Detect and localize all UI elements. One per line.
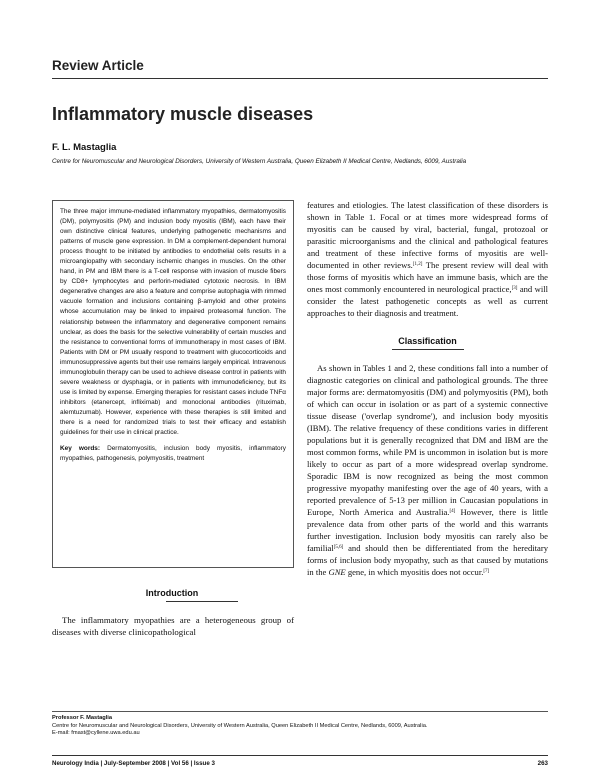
body-paragraph-1: features and etiologies. The latest classification of these disorders is shown in Table 1. Focal or at times more widespread forms of myositis can be caused by viral, bacterial, fungal, protozoal or parasitic microorganisms and the clinical and pathological features and treatment of these infective forms of myositis are well-documented in other reviews.[1,2] The present review will deal with those forms of myositis which have an immune basis, which are the ones most commonly encountered in neurological practice,[3] and will consider the latest pathogenetic concepts as well as current approaches to their diagnosis and treatment. xyxy=(307,200,548,318)
journal-citation: Neurology India | July-September 2008 | Vol 56 | Issue 3 xyxy=(52,760,215,767)
correspondence-rule xyxy=(52,711,548,712)
citation[interactable]: [7] xyxy=(483,568,490,574)
abstract-box xyxy=(52,200,294,568)
gene-name: GNE xyxy=(328,566,346,577)
keywords xyxy=(60,444,286,464)
article-title: Inflammatory muscle diseases xyxy=(52,104,314,124)
right-column xyxy=(307,200,548,579)
author-name: F. L. Mastaglia xyxy=(52,142,117,153)
body-paragraph-2: As shown in Tables 1 and 2, these conditions fall into a number of diagnostic categories on clinical and pathological grounds. The three major forms are: dermatomyositis (DM) and polymyositis (PM), both of which can occur in isolation or as part of a systemic connective tissue disease ('overlap syndrome'), and inclusion body myositis (IBM). The relative frequency of these conditions varies in different populations but it is generally recognized that DM and IBM are the most common forms, while PM is uncommon in isolation but is more likely to occur as part of a more widespread overlap syndrome. Sporadic IBM is now recognized as being the most common progressive myopathy manifesting over the age of 40 years, with a reported prevalence of 5-13 per million in Caucasian populations in Europe, North America and Australia.[4] However, there is little prevalence data from other parts of the world and this warrants further investigation. Inclusion body myositis can rarely also be familial[5,6] and should then be differentiated from the hereditary forms of inclusion body myopathy, such as that caused by mutations in the GNE gene, in which myositis does not occur.[7] xyxy=(307,363,548,577)
introduction-heading: Introduction xyxy=(145,588,199,598)
section-label: Review Article xyxy=(52,58,144,73)
introduction-heading-rule xyxy=(166,601,238,602)
keywords-list: Dermatomyositis, inclusion body myositis, inflammatory myopathies, pathogenesis, polymyositis, treatment xyxy=(60,445,286,463)
author-affiliation: Centre for Neuromuscular and Neurological Disorders, University of Western Australia, Queen Elizabeth II Medical Centre, Nedlands, 6009, Australia xyxy=(52,158,467,165)
correspondence-email[interactable]: E-mail: fmast@cyllene.uwa.edu.au xyxy=(52,730,140,737)
citation[interactable]: [1,2] xyxy=(412,261,423,267)
citation[interactable]: [3] xyxy=(511,285,518,291)
classification-heading: Classification xyxy=(398,335,457,346)
page-number: 263 xyxy=(537,760,548,767)
keywords-label: Key words: xyxy=(60,445,100,453)
correspondence-name: Professor F. Mastaglia xyxy=(52,715,113,721)
header-rule xyxy=(52,78,548,79)
abstract-text: The three major immune-mediated inflammatory myopathies, dermatomyositis (DM), polymyositis (PM) and inclusion body myositis (IBM), each have their own distinctive clinical features, underlying pathogenetic mechanisms and patterns of muscle gene expression. In DM a complement-dependent humoral process thought to be initiated by antibodies to endothelial cells results in a microangiopathy with secondary ischemic changes in muscles. On the other hand, in PM and IBM there is a T-cell response with invasion of muscle fibers by CD8+ lymphocytes and perforin-mediated cytotoxic necrosis. In IBM degenerative changes are also a feature and comprise autophagia with rimmed vacuole formation and inclusions containing β-amyloid and other proteins whose accumulation may be linked to impaired proteasomal function. The relationship between the inflammatory and degenerative component remains unclear, as does the basis for the selective vulnerability of certain muscles and the resistance to conventional forms of immunotherapy in most cases of IBM. Patients with DM or PM usually respond to treatment with glucocorticoids and immunosuppressive agents but their use remains largely empirical. Intravenous immunoglobulin therapy can be used to achieve disease control in patients with severe weakness or dysphagia, or in patients with immunodeficiency, but its use is limited by expense. Emerging therapies for resistant cases include TNFα inhibitors (etanercept, infliximab) and monoclonal antibodies (rituximab, alemtuzumab). However, experience with these therapies is still limited and there is a need for randomized trials to test their efficacy and establish guidelines for their use in clinical practice. xyxy=(60,208,286,437)
citation[interactable]: [5,6] xyxy=(333,544,344,550)
classification-heading-rule xyxy=(392,349,464,350)
correspondence-address: Centre for Neuromuscular and Neurological Disorders, University of Western Australia, Queen Elizabeth II Medical Centre, Nedlands, 6009, Australia. xyxy=(52,722,428,729)
citation[interactable]: [4] xyxy=(449,508,456,514)
introduction-text: The inflammatory myopathies are a heterogeneous group of diseases with diverse clinicopathological xyxy=(52,615,294,638)
footer-rule xyxy=(52,755,548,756)
correspondence-block xyxy=(52,715,548,738)
